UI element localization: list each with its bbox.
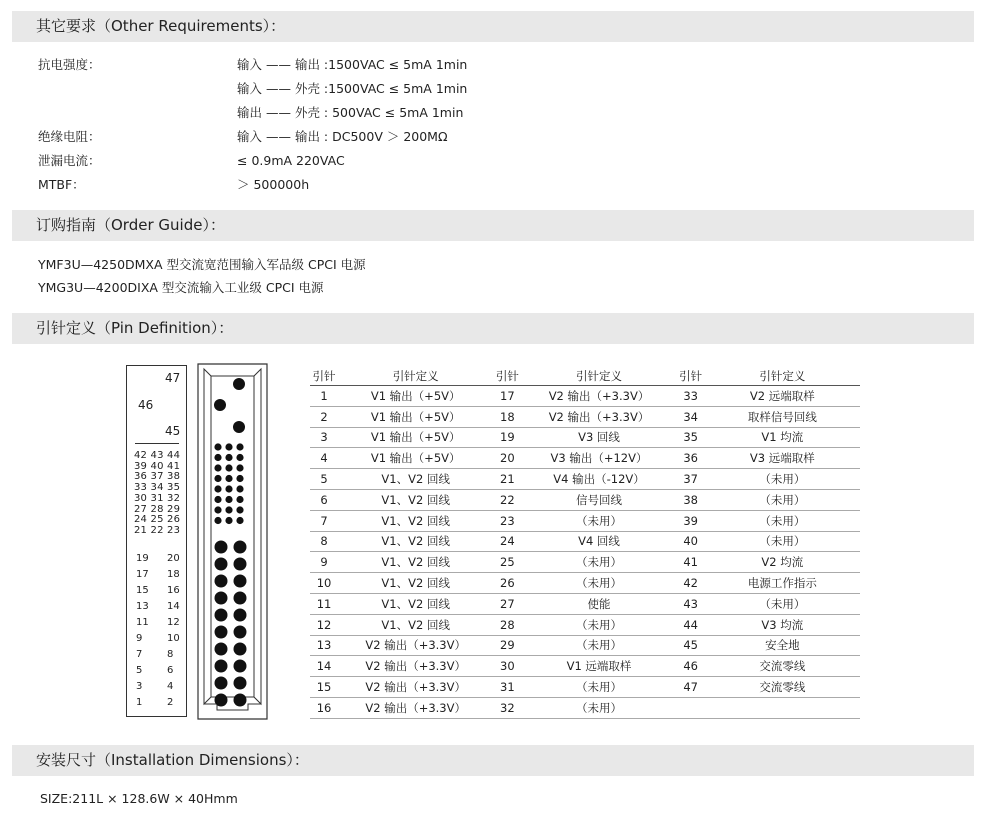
pin-label-row: 21 22 23 [134,524,181,536]
pin-definition-cell: V1 输出（+5V） [338,448,493,469]
pin-number-cell: 9 [310,552,338,573]
pin-definition-cell: （未用） [521,614,676,635]
pin-label: 1 [136,697,143,708]
pin-definition-cell: V1 输出（+5V） [338,386,493,407]
pin-label: 3 [136,681,143,692]
pin-number-cell: 27 [493,593,521,614]
connector-pin-label-diagram [126,365,187,717]
table-row [310,386,860,407]
pin-label: 13 [136,601,149,612]
pin-definition-cell: V2 输出（+3.3V） [338,677,493,698]
pin-dot [236,475,243,482]
pin-label: 6 [167,665,174,676]
pin-definition-cell: V1 输出（+5V） [338,406,493,427]
table-row [310,406,860,427]
pin-dot [215,694,228,707]
pin-label: 20 [167,553,180,564]
pin-number-cell: 10 [310,573,338,594]
pin-definition-cell: V1 均流 [705,427,860,448]
table-row [310,656,860,677]
pin-definition-cell: 交流零线 [705,677,860,698]
pin-definition-cell: （未用） [705,593,860,614]
table-row [310,677,860,698]
pin-definition-cell: （未用） [705,510,860,531]
pin-label-row: 42 43 44 [134,450,181,461]
pin-number-cell: 28 [493,614,521,635]
pin-dot [214,506,221,513]
pin-number-cell: 47 [677,677,705,698]
table-row [310,531,860,552]
pin-dot [225,443,232,450]
pin-definition-cell: V4 回线 [521,531,676,552]
pin-number-cell: 39 [677,510,705,531]
pin-dot [234,541,247,554]
pin-definition-cell: V1 远端取样 [521,656,676,677]
pin-number-cell: 3 [310,427,338,448]
pin-definition-cell: V2 远端取样 [705,386,860,407]
section-header-other-requirements: 其它要求（Other Requirements）： [12,11,974,42]
pin-definition-cell: V1 输出（+5V） [338,427,493,448]
pin-dot [214,485,221,492]
pin-dot [234,660,247,673]
pin-definition-cell: 取样信号回线 [705,406,860,427]
pin-definition-cell: V4 输出（-12V） [521,469,676,490]
requirement-value: 输入 —— 输出 : DC500V ＞ 200MΩ [237,129,448,144]
pin-definition-cell: V1、V2 回线 [338,593,493,614]
table-row [310,552,860,573]
pin-number-cell: 31 [493,677,521,698]
pin-number-cell: 7 [310,510,338,531]
pin-definition-cell: V1、V2 回线 [338,489,493,510]
pin-number-cell: 45 [677,635,705,656]
pin-label: 11 [136,617,149,628]
pin-number-cell [677,697,705,718]
pin-number-cell: 1 [310,386,338,407]
pin-dot [225,496,232,503]
pin-dot [215,677,228,690]
pin-definition-cell: 安全地 [705,635,860,656]
pin-definition-cell: 信号回线 [521,489,676,510]
pin-label-row: 30 31 32 [134,492,181,504]
pin-definition-cell: （未用） [521,573,676,594]
pin-dot [214,475,221,482]
pin-definition-cell: V3 均流 [705,614,860,635]
size-text: SIZE:211L × 128.6W × 40Hmm [40,791,238,806]
table-row [310,635,860,656]
pin-dot [215,575,228,588]
pin-dot [215,592,228,605]
requirement-value: 输入 —— 外壳 :1500VAC ≤ 5mA 1min [237,81,468,96]
pin-label: 16 [167,585,180,596]
pin-definition-cell: V2 输出（+3.3V） [521,386,676,407]
pin-dot [215,643,228,656]
pin-number-cell: 32 [493,697,521,718]
pin-label-row: 33 34 35 [134,482,181,494]
pin-definition-cell: V2 输出（+3.3V） [338,697,493,718]
pin-definition-cell: 交流零线 [705,656,860,677]
table-row [310,427,860,448]
pin-number-cell: 44 [677,614,705,635]
pin-dot [236,485,243,492]
column-header: 引针 [310,366,338,386]
pin-dot [234,575,247,588]
pin-definition-cell: （未用） [521,677,676,698]
pin-definition-cell [705,697,860,718]
pin-definition-cell: （未用） [521,635,676,656]
pin-definition-cell: （未用） [705,531,860,552]
pin-label-row: 39 40 41 [134,460,181,472]
pin-dot [234,677,247,690]
pin-label: 14 [167,601,180,612]
pin-number-cell: 26 [493,573,521,594]
pin-dot [214,399,226,411]
column-header: 引针定义 [338,366,493,386]
column-header: 引针定义 [521,366,676,386]
pin-definition-table [310,366,860,719]
pin-dot [234,609,247,622]
pin-dot [215,609,228,622]
pin-definition-cell: （未用） [521,510,676,531]
pin-dot [236,454,243,461]
pin-number-cell: 17 [493,386,521,407]
pin-number-cell: 46 [677,656,705,677]
pin-dot [234,592,247,605]
pin-label: 5 [136,665,143,676]
pin-definition-cell: （未用） [705,469,860,490]
pin-label: 45 [165,424,181,438]
pin-dot [236,517,243,524]
requirement-label: 抗电强度： [38,57,101,72]
pin-number-cell: 11 [310,593,338,614]
pin-number-cell: 34 [677,406,705,427]
pin-label: 15 [136,585,149,596]
pin-label-row: 24 25 26 [134,514,181,526]
pin-label: 8 [167,649,174,660]
pin-definition-cell: V1、V2 回线 [338,510,493,531]
pin-label: 18 [167,569,180,580]
pin-number-cell: 19 [493,427,521,448]
pin-dot [214,517,221,524]
pin-definition-cell: V3 输出（+12V） [521,448,676,469]
requirement-value: ＞ 500000h [237,177,310,192]
pin-dot [236,506,243,513]
pin-number-cell: 38 [677,489,705,510]
pin-number-cell: 5 [310,469,338,490]
pin-label-row: 36 37 38 [134,471,181,483]
column-header: 引针 [677,366,705,386]
pin-dot [236,496,243,503]
pin-dot [233,378,245,390]
pin-dot [234,643,247,656]
pin-dot [225,454,232,461]
pin-number-cell: 4 [310,448,338,469]
requirement-label: 泄漏电流： [38,153,101,168]
column-header: 引针定义 [705,366,860,386]
pin-number-cell: 20 [493,448,521,469]
pin-number-cell: 35 [677,427,705,448]
table-header-row [310,366,860,386]
pin-dot [214,443,221,450]
pin-number-cell: 42 [677,573,705,594]
pin-number-cell: 24 [493,531,521,552]
pin-dot [225,485,232,492]
pin-number-cell: 18 [493,406,521,427]
pin-definition-cell: （未用） [521,697,676,718]
requirement-value: 输出 —— 外壳 : 500VAC ≤ 5mA 1min [237,105,464,120]
pin-definition-cell: V2 输出（+3.3V） [521,406,676,427]
pin-number-cell: 22 [493,489,521,510]
pin-definition-cell: V1、V2 回线 [338,469,493,490]
section-header-installation-dimensions: 安装尺寸（Installation Dimensions）： [12,745,974,776]
pin-definition-cell: V1、V2 回线 [338,531,493,552]
pin-number-cell: 15 [310,677,338,698]
pin-label: 17 [136,569,149,580]
pin-definition-cell: V1、V2 回线 [338,573,493,594]
pin-dot [215,660,228,673]
pin-dot [225,464,232,471]
pin-definition-cell: V1、V2 回线 [338,552,493,573]
table-row [310,573,860,594]
pin-label: 12 [167,617,180,628]
pin-dot [233,421,245,433]
pin-definition-cell: V2 输出（+3.3V） [338,635,493,656]
pin-definition-cell: 电源工作指示 [705,573,860,594]
pin-label-divider [135,443,179,444]
table-row [310,489,860,510]
requirement-value: ≤ 0.9mA 220VAC [237,153,345,168]
pin-dot [215,626,228,639]
pin-definition-cell: （未用） [705,489,860,510]
pin-label: 47 [165,371,181,385]
pin-dot [225,517,232,524]
pin-label: 9 [136,633,143,644]
connector-drawing [197,363,269,721]
pin-dot [225,475,232,482]
pin-number-cell: 2 [310,406,338,427]
requirement-value: 输入 —— 输出 :1500VAC ≤ 5mA 1min [237,57,468,72]
table-row [310,448,860,469]
order-guide-item: YMG3U—4200DIXA 型交流输入工业级 CPCI 电源 [38,280,324,295]
pin-dot [214,496,221,503]
pin-definition-cell: 使能 [521,593,676,614]
pin-number-cell: 29 [493,635,521,656]
pin-number-cell: 25 [493,552,521,573]
section-header-order-guide: 订购指南（Order Guide）： [12,210,974,241]
pin-dot [214,454,221,461]
pin-dot [214,464,221,471]
pin-dot [234,626,247,639]
pin-definition-cell: （未用） [521,552,676,573]
pin-definition-cell: V3 回线 [521,427,676,448]
pin-dot [234,558,247,571]
section-header-pin-definition: 引针定义（Pin Definition）： [12,313,974,344]
pin-number-cell: 36 [677,448,705,469]
pin-number-cell: 21 [493,469,521,490]
pin-dot [215,558,228,571]
pin-label: 19 [136,553,149,564]
pin-dot [215,541,228,554]
pin-label: 46 [138,398,154,412]
pin-number-cell: 12 [310,614,338,635]
pin-label: 2 [167,697,174,708]
pin-number-cell: 14 [310,656,338,677]
requirement-label: MTBF： [38,177,85,192]
table-row [310,614,860,635]
pin-number-cell: 8 [310,531,338,552]
table-row [310,510,860,531]
pin-number-cell: 37 [677,469,705,490]
pin-number-cell: 16 [310,697,338,718]
order-guide-item: YMF3U—4250DMXA 型交流宽范围输入军品级 CPCI 电源 [38,257,366,272]
pin-number-cell: 33 [677,386,705,407]
pin-number-cell: 40 [677,531,705,552]
pin-label-row: 27 28 29 [134,503,181,515]
table-row [310,593,860,614]
pin-definition-cell: V2 输出（+3.3V） [338,656,493,677]
table-row [310,469,860,490]
pin-label: 7 [136,649,143,660]
column-header: 引针 [493,366,521,386]
pin-definition-cell: V3 远端取样 [705,448,860,469]
pin-definition-cell: V1、V2 回线 [338,614,493,635]
pin-number-cell: 23 [493,510,521,531]
pin-definition-cell: V2 均流 [705,552,860,573]
pin-number-cell: 13 [310,635,338,656]
pin-label: 4 [167,681,174,692]
pin-number-cell: 30 [493,656,521,677]
pin-number-cell: 6 [310,489,338,510]
pin-number-cell: 43 [677,593,705,614]
pin-dot [225,506,232,513]
pin-dot [234,694,247,707]
requirement-label: 绝缘电阻： [38,129,101,144]
pin-dot [236,443,243,450]
table-row [310,697,860,718]
pin-dot [236,464,243,471]
pin-number-cell: 41 [677,552,705,573]
pin-label: 10 [167,633,180,644]
